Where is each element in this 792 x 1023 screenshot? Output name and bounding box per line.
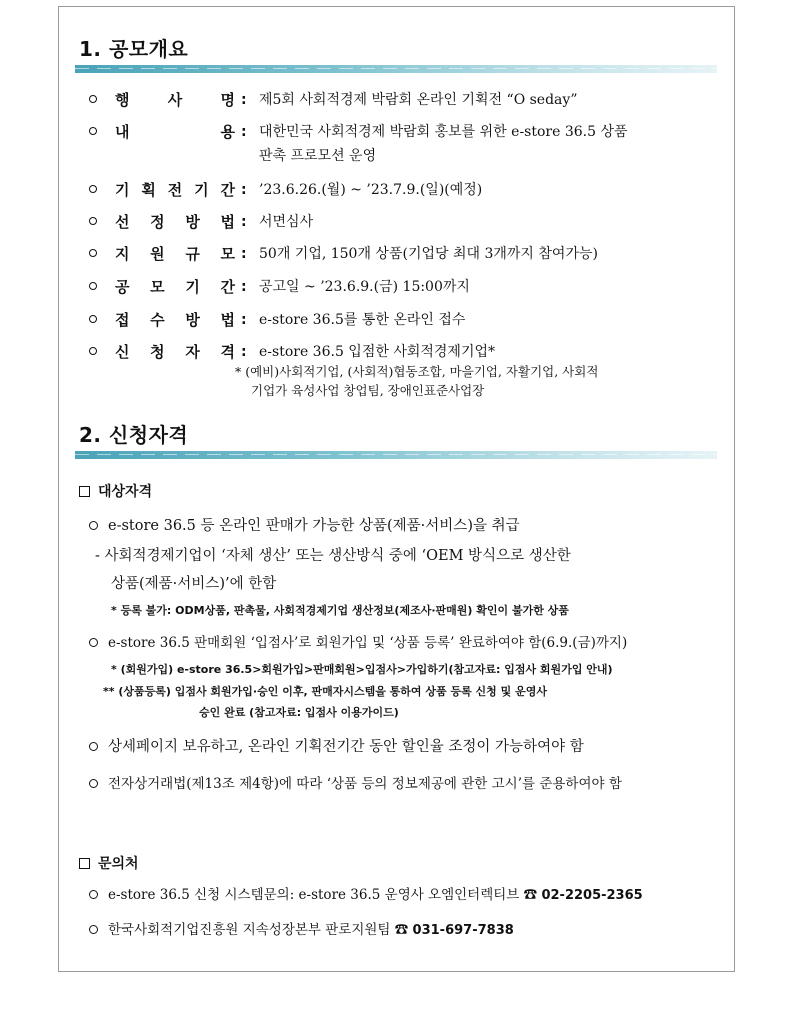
label-char: 간 (220, 181, 235, 199)
overview-row-value: 공고일 ~ ’23.6.9.(금) 15:00까지 (259, 279, 470, 295)
circle-bullet-icon (89, 638, 98, 647)
target-item-1: e-store 36.5 등 온라인 판매가 가능한 상품(제품·서비스)을 취급 (89, 514, 520, 535)
overview-row-value: 제5회 사회적경제 박람회 온라인 기획전 “O seday” (259, 92, 578, 108)
label-char: 법 (220, 213, 235, 231)
section2-rule (75, 451, 717, 459)
checkbox-square-icon (79, 486, 90, 497)
circle-bullet-icon (89, 347, 97, 355)
target-item-2-note-3: 승인 완료 (참고자료: 입점사 이용가이드) (199, 706, 399, 719)
phone-number-1: 02-2205-2365 (541, 888, 643, 903)
overview-row-label (115, 180, 235, 200)
label-colon: : (241, 312, 247, 328)
eligibility-footnote-1: * (예비)사회적기업, (사회적)협동조합, 마을기업, 자활기업, 사회적 (235, 364, 599, 379)
label-char: 내 (115, 123, 130, 141)
overview-row-value: e-store 36.5 입점한 사회적경제기업* (259, 344, 495, 360)
label-char: 격 (220, 343, 235, 361)
label-char: 접 (115, 311, 130, 329)
label-char: 선 (115, 213, 130, 231)
target-heading: 대상자격 (79, 481, 152, 501)
overview-row-value: 대한민국 사회적경제 박람회 홍보를 위한 e-store 36.5 상품 (259, 124, 628, 140)
overview-row-label (115, 342, 235, 362)
circle-bullet-icon (89, 282, 97, 290)
overview-row-label (115, 90, 235, 110)
phone-number-2: 031-697-7838 (412, 923, 514, 938)
label-char: 전 (167, 181, 183, 199)
target-item-1-sub-1: - 사회적경제기업이 ‘자체 생산’ 또는 생산방식 중에 ‘OEM 방식으로 생산한 (95, 548, 571, 564)
label-char: 방 (185, 213, 200, 231)
circle-bullet-icon (89, 779, 98, 788)
overview-row-label (115, 244, 235, 264)
target-item-1-note: * 등록 불가: ODM상품, 판촉물, 사회적경제기업 생산정보(제조사·판매원) 확인이 불가한 상품 (111, 604, 569, 617)
label-colon: : (241, 246, 247, 262)
circle-bullet-icon (89, 925, 98, 934)
overview-row-value: ’23.6.26.(월) ~ ’23.7.9.(일)(예정) (259, 182, 483, 198)
section1-title: 1. 공모개요 (79, 37, 189, 61)
circle-bullet-icon (89, 521, 98, 530)
target-item-1-sub-2: 상품(제품·서비스)’에 한함 (111, 576, 277, 592)
label-colon: : (241, 214, 247, 230)
label-char: 획 (141, 181, 156, 199)
label-char: 방 (185, 311, 200, 329)
label-char: 자 (185, 343, 200, 361)
label-char: 공 (115, 278, 130, 296)
circle-bullet-icon (89, 185, 97, 193)
circle-bullet-icon (89, 742, 98, 751)
label-char: 행 (115, 91, 130, 109)
target-item-2-note-1: * (회원가입) e-store 36.5>회원가입>판매회원>입점사>가입하기(참고자료: 입점사 회원가입 안내) (111, 663, 613, 676)
target-item-4: 전자상거래법(제13조 제4항)에 따라 ‘상품 등의 정보제공에 관한 고시’를 준용하여야 함 (89, 772, 622, 792)
label-char: 수 (150, 311, 165, 329)
contact-line-1: e-store 36.5 신청 시스템문의: e-store 36.5 운영사 오엠인터렉티브 ☎ 02-2205-2365 (89, 883, 643, 903)
circle-bullet-icon (89, 127, 97, 135)
phone-icon: ☎ (523, 887, 538, 903)
overview-row-value: 서면심사 (259, 214, 314, 230)
section1-rule (75, 65, 717, 73)
label-char: 규 (185, 245, 200, 263)
contact-line-2: 한국사회적기업진흥원 지속성장본부 판로지원팀 ☎ 031-697-7838 (89, 918, 514, 938)
circle-bullet-icon (89, 315, 97, 323)
label-char: 모 (220, 245, 235, 263)
label-colon: : (241, 279, 247, 295)
overview-row-value: e-store 36.5를 통한 온라인 접수 (259, 312, 466, 328)
label-char: 기 (185, 278, 200, 296)
label-colon: : (241, 92, 247, 108)
circle-bullet-icon (89, 249, 97, 257)
circle-bullet-icon (89, 95, 97, 103)
label-char: 사 (167, 91, 183, 109)
target-item-2-note-2: ** (상품등록) 입점사 회원가입·승인 이후, 판매자시스템을 통하여 상품 등록 신청 및 운영사 (103, 685, 547, 698)
label-char: 용 (220, 123, 235, 141)
overview-row-label (115, 310, 235, 330)
overview-row-value: 50개 기업, 150개 상품(기업당 최대 3개까지 참여가능) (259, 246, 598, 262)
contact-heading: 문의처 (79, 853, 139, 873)
label-colon: : (241, 124, 247, 140)
checkbox-square-icon (79, 858, 90, 869)
label-char: 신 (115, 343, 130, 361)
label-char: 기 (115, 181, 130, 199)
phone-icon: ☎ (394, 922, 409, 938)
overview-row-label (115, 122, 235, 142)
target-item-2: e-store 36.5 판매회원 ‘입점사’로 회원가입 및 ‘상품 등록’ 완료하여야 함(6.9.(금)까지) (89, 631, 627, 651)
circle-bullet-icon (89, 890, 98, 899)
label-char: 청 (150, 343, 165, 361)
circle-bullet-icon (89, 217, 97, 225)
label-char: 원 (150, 245, 165, 263)
overview-row-label (115, 212, 235, 232)
label-char: 모 (150, 278, 165, 296)
eligibility-footnote-2: 기업가 육성사업 창업팀, 장애인표준사업장 (251, 383, 485, 398)
label-colon: : (241, 344, 247, 360)
document-frame (58, 6, 735, 972)
overview-row-label (115, 277, 235, 297)
target-item-3: 상세페이지 보유하고, 온라인 기획전기간 동안 할인율 조정이 가능하여야 함 (89, 735, 584, 756)
label-char: 기 (194, 181, 209, 199)
label-char: 간 (220, 278, 235, 296)
section2-title: 2. 신청자격 (79, 423, 189, 447)
label-colon: : (241, 182, 247, 198)
label-char: 법 (220, 311, 235, 329)
label-char: 정 (150, 213, 165, 231)
label-char: 지 (115, 245, 130, 263)
overview-row-value-cont: 판촉 프로모션 운영 (259, 148, 377, 164)
label-char: 명 (220, 91, 235, 109)
